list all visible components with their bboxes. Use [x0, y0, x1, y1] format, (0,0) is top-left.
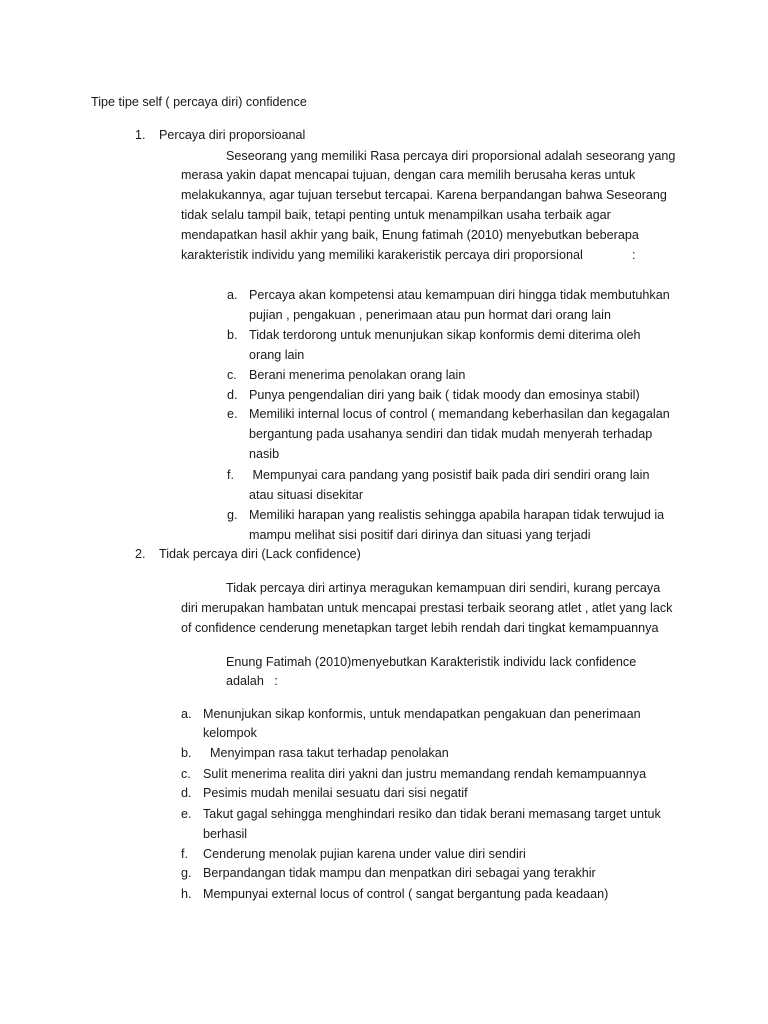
list-item-text: Sulit menerima realita diri yakni dan justru memandang rendah kemampuannya: [203, 767, 647, 781]
section-2-paragraph-line: diri merupakan hambatan untuk mencapai prestasi terbaik seorang atlet , atlet yang lack: [181, 601, 673, 615]
list-item-letter: g.: [181, 866, 192, 880]
section-1-paragraph-line: mendapatkan hasil akhir yang baik, Enung fatimah (2010) menyebutkan beberapa: [181, 228, 639, 242]
section-2-intro-line: Enung Fatimah (2010)menyebutkan Karakteristik individu lack confidence: [226, 655, 637, 669]
list-item-text: bergantung pada usahanya sendiri dan tidak mudah menyerah terhadap: [249, 427, 653, 441]
list-item-letter: e.: [227, 407, 238, 421]
section-2-paragraph-line: of confidence cenderung menetapkan target lebih rendah dari tingkat kemampuannya: [181, 621, 659, 635]
list-item-text: Menunjukan sikap konformis, untuk mendapatkan pengakuan dan penerimaan: [203, 707, 641, 721]
list-item-letter: a.: [227, 288, 238, 302]
list-item-text: orang lain: [249, 348, 305, 362]
list-item-letter: b.: [181, 746, 192, 760]
list-item-text: Punya pengendalian diri yang baik ( tidak moody dan emosinya stabil): [249, 388, 640, 402]
list-item-text: Memiliki harapan yang realistis sehingga apabila harapan tidak terwujud ia: [249, 508, 665, 522]
list-item-text: Berpandangan tidak mampu dan menpatkan diri sebagai yang terakhir: [203, 866, 596, 880]
list-item-letter: f.: [227, 468, 234, 482]
section-1-paragraph-line: karakteristik individu yang memiliki karakeristik percaya diri proporsional: [181, 248, 583, 262]
list-item-text: nasib: [249, 447, 280, 461]
list-item-text: Cenderung menolak pujian karena under value diri sendiri: [203, 847, 526, 861]
list-item-text: Takut gagal sehingga menghindari resiko dan tidak berani memasang target untuk: [203, 807, 661, 821]
section-2-number: 2.: [135, 547, 146, 561]
list-item-letter: c.: [227, 368, 237, 382]
list-item-letter: c.: [181, 767, 191, 781]
list-item-text: pujian , pengakuan , penerimaan atau pun hormat dari orang lain: [249, 308, 611, 322]
list-item-text: kelompok: [203, 726, 257, 740]
list-item-letter: d.: [227, 388, 238, 402]
list-item-text: Memiliki internal locus of control ( memandang keberhasilan dan kegagalan: [249, 407, 670, 421]
list-item-text: Berani menerima penolakan orang lain: [249, 368, 466, 382]
section-2-paragraph-line: Tidak percaya diri artinya meragukan kemampuan diri sendiri, kurang percaya: [226, 581, 661, 595]
list-item-text: atau situasi disekitar: [249, 488, 364, 502]
section-1-heading: Percaya diri proporsioanal: [159, 128, 306, 142]
section-2-heading: Tidak percaya diri (Lack confidence): [159, 547, 361, 561]
section-1-paragraph-line: Seseorang yang memiliki Rasa percaya diri proporsional adalah seseorang yang: [226, 149, 676, 163]
list-item-letter: f.: [181, 847, 188, 861]
section-1-paragraph-line: tidak selalu tampil baik, tetapi penting untuk menampilkan usaha terbaik agar: [181, 208, 611, 222]
list-item-text: Mempunyai external locus of control ( sangat bergantung pada keadaan): [203, 887, 609, 901]
list-item-letter: g.: [227, 508, 238, 522]
section-1-colon: :: [632, 248, 636, 262]
section-2-intro-line: adalah :: [226, 674, 278, 688]
list-item-text: berhasil: [203, 827, 248, 841]
list-item-text: Tidak terdorong untuk menunjukan sikap konformis demi diterima oleh: [249, 328, 641, 342]
list-item-letter: e.: [181, 807, 192, 821]
document-title: Tipe tipe self ( percaya diri) confidence: [91, 95, 307, 109]
list-item-text: Mempunyai cara pandang yang posistif baik pada diri sendiri orang lain: [249, 468, 650, 482]
section-1-paragraph-line: melakukannya, agar tujuan tersebut tercapai. Karena berpandangan bahwa Seseorang: [181, 188, 667, 202]
list-item-letter: d.: [181, 786, 192, 800]
section-1-number: 1.: [135, 128, 146, 142]
list-item-text: Percaya akan kompetensi atau kemampuan diri hingga tidak membutuhkan: [249, 288, 670, 302]
list-item-letter: b.: [227, 328, 238, 342]
list-item-letter: a.: [181, 707, 192, 721]
list-item-text: Menyimpan rasa takut terhadap penolakan: [203, 746, 449, 760]
list-item-text: Pesimis mudah menilai sesuatu dari sisi negatif: [203, 786, 468, 800]
list-item-text: mampu melihat sisi positif dari dirinya dan situasi yang terjadi: [249, 528, 591, 542]
section-1-paragraph-line: merasa yakin dapat mencapai tujuan, dengan cara memilih berusaha keras untuk: [181, 168, 636, 182]
list-item-letter: h.: [181, 887, 192, 901]
